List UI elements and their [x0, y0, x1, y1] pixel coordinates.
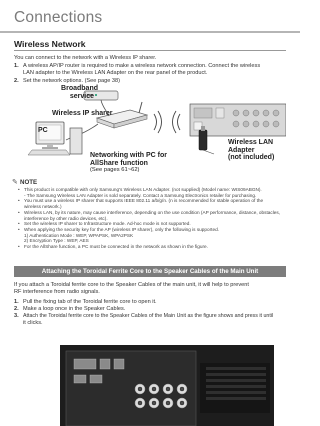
note-text: 2) Encryption Type : WEP, AES — [24, 238, 89, 244]
broadband-label — [48, 85, 98, 100]
section-divider — [14, 50, 286, 51]
step-number: 1. — [14, 63, 19, 69]
note-text: Wireless LAN, by its nature, may cause interference, depending on the use condition (AP performance, distance, obstacles, — [24, 209, 281, 215]
pc-tower-icon — [70, 128, 82, 154]
ferrite-intro-line2: RF interference from radio signals. — [14, 289, 100, 296]
note-text: 1) Authentication Mode : WEP, WPAPSK, WPA2PSK — [24, 232, 134, 238]
chapter-divider — [0, 31, 300, 33]
note-icon: ✎ — [12, 179, 18, 186]
note-text: When applying the security key for the AP (wireless IP sharer), only the following is supported. — [24, 226, 219, 232]
pc-monitor-icon — [28, 122, 70, 155]
network-diagram — [14, 84, 286, 178]
step-text-line2: LAN adapter to the Wireless LAN Adapter on the rear panel of the product. — [23, 70, 208, 77]
note-text: interference by other radio devices, etc). — [24, 215, 108, 221]
note-item: • For the AllShare function, a PC must be connected in the network as shown in the figure. — [18, 244, 208, 250]
wlan-label-line2: Adapter — [228, 146, 255, 154]
step-number: 2. — [14, 78, 19, 84]
wireless-lan-adapter-label — [228, 139, 274, 162]
step-text-line1: Attach the Toroidal ferrite core to the Speaker Cables of the Main Unit as the figure shows and press it until — [23, 313, 274, 319]
step-text-line2: it clicks. — [23, 320, 43, 327]
step-number: 3. — [14, 313, 19, 319]
ferrite-section-banner: Attaching the Toroidal Ferrite Core to the Speaker Cables of the Main Unit — [14, 266, 286, 277]
broadband-label-line1: Broadband — [61, 85, 98, 92]
wlan-label-line3: (not included) — [228, 154, 275, 162]
note-item: • Set the wireless IP sharer to Infrastructure mode. Ad-hoc mode is not supported. — [18, 221, 191, 227]
wlan-label-line1: Wireless LAN — [228, 139, 274, 146]
note-text: This product is compatible with only Samsung's Wireless LAN Adapter. (not supplied) (Model name: WIS09ABGN). — [24, 187, 262, 192]
note-item: • You must use a wireless IP sharer that supports IEEE 802.11 a/b/g/n. (n is recommended for stable operation of the — [18, 198, 264, 204]
section-title: Wireless Network — [14, 39, 86, 49]
step-text-line1: A wireless AP/IP router is required to make a wireless network connection. Connect the wireless — [23, 63, 261, 69]
broadband-label-line2: service — [69, 92, 94, 100]
main-unit-rear-icon — [60, 345, 274, 426]
step-text-line1: Make a loop once in the Speaker Cables. — [23, 306, 126, 312]
wireless-signal-icon — [154, 111, 180, 133]
note-text: You must use a wireless IP sharer that supports IEEE 802.11 a/b/g/n. (n is recommended for stable operation of the — [24, 198, 264, 204]
main-unit-rear-illustration — [60, 345, 274, 426]
ferrite-intro-line1: If you attach a Toroidal ferrite core to the Speaker Cables of the main unit, it will help to prevent — [14, 282, 249, 288]
note-text: For the AllShare function, a PC must be connected in the network as shown in the figure. — [24, 244, 208, 250]
note-item: • This product is compatible with only Samsung's Wireless LAN Adapter. (not supplied) (Model name: WIS09ABGN). — [18, 187, 262, 192]
step-number: 1. — [14, 299, 19, 305]
pc-label: PC — [38, 127, 48, 134]
chapter-title: Connections — [14, 9, 103, 26]
note-text: - The Samsung Wireless LAN Adapter is sold separately. Contact a Samsung Electronics retailer for purchasing. — [24, 192, 257, 198]
networking-label — [90, 152, 167, 175]
networking-label-line3: (See pages 61~62) — [90, 167, 140, 174]
note-text: Set the wireless IP sharer to Infrastructure mode. Ad-hoc mode is not supported. — [24, 221, 191, 227]
step-1 — [14, 63, 290, 77]
step-number: 2. — [14, 306, 19, 312]
ferrite-step-3 — [14, 313, 290, 327]
step-text-line1: Set the network options. (See page 38) — [23, 78, 121, 84]
ferrite-intro — [14, 282, 290, 296]
note-item: • When applying the security key for the AP (wireless IP sharer), only the following is supported. — [18, 226, 219, 232]
step-text-line1: Pull the fixing tab of the Toroidal ferrite core to open it. — [23, 299, 157, 305]
networking-label-line1: Networking with PC for — [90, 152, 167, 159]
networking-label-line2: AllShare function — [90, 159, 148, 167]
notes-list — [18, 187, 288, 250]
wireless-ip-sharer-label: Wireless IP sharer — [52, 110, 113, 117]
note-item: • Wireless LAN, by its nature, may cause interference, depending on the use condition (AP performance, distance, obstacles, — [18, 209, 281, 215]
note-text: wireless network.) — [24, 204, 62, 210]
note-title: NOTE — [20, 179, 38, 186]
intro-text: You can connect to the network with a Wireless IP sharer. — [14, 55, 157, 61]
